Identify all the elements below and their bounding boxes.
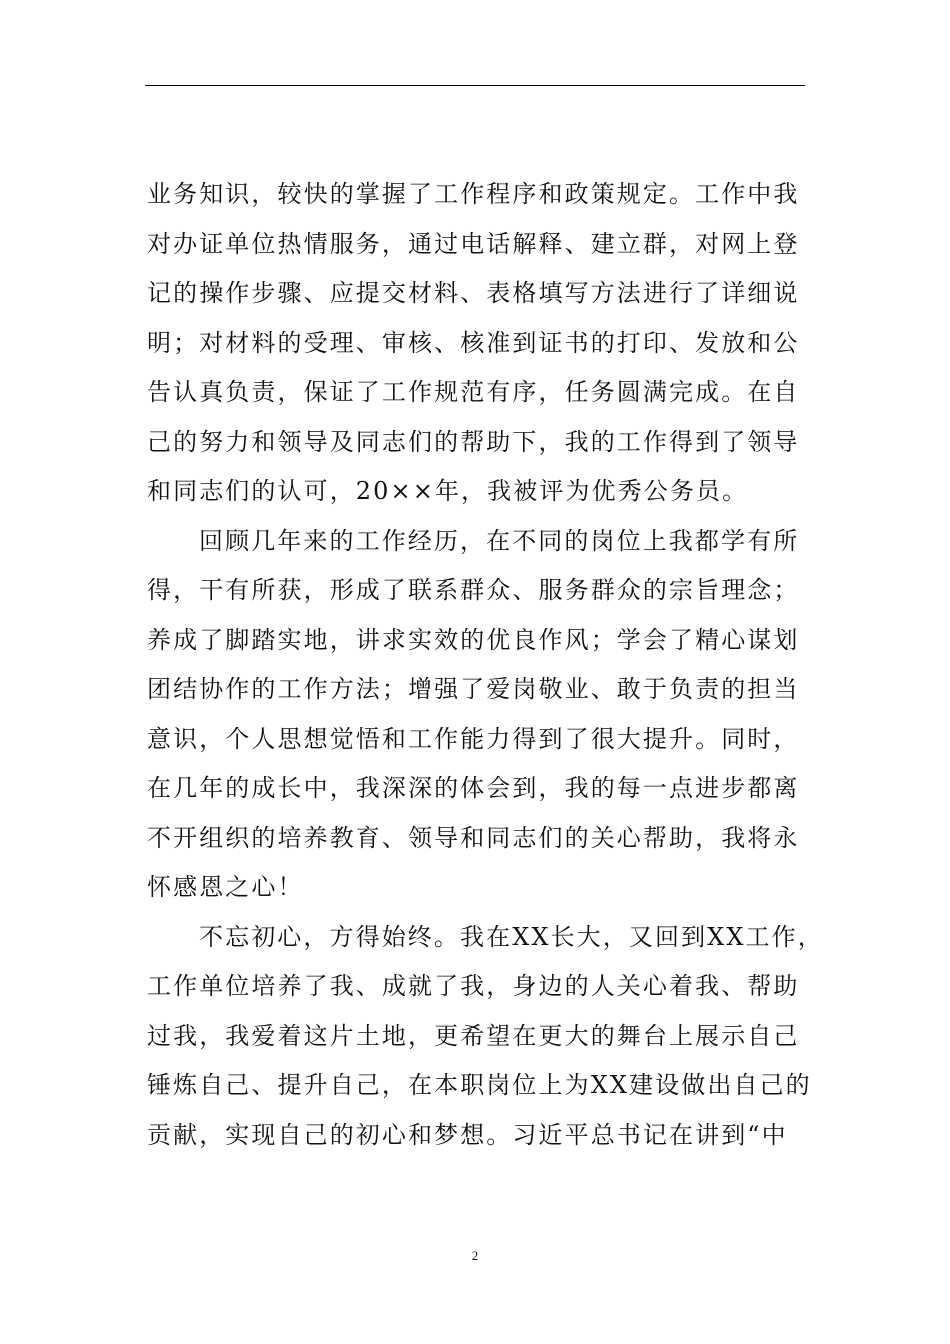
text-line: 得，干有所获，形成了联系群众、服务群众的宗旨理念；	[147, 576, 800, 604]
text-line: 不开组织的培养教育、领导和同志们的关心帮助，我将永	[147, 823, 800, 852]
text-line: 不忘初心，方得始终。我在XX长大，又回到XX工作，	[199, 922, 824, 951]
text-line: 在几年的成长中，我深深的体会到，我的每一点进步都离	[147, 774, 800, 802]
text-line: 对办证单位热情服务，通过电话解释、建立群，对网上登	[147, 229, 800, 258]
header-rule	[145, 85, 805, 86]
text-line: 意识，个人思想觉悟和工作能力得到了很大提升。同时，	[147, 724, 800, 753]
text-line: 己的努力和领导及同志们的帮助下，我的工作得到了领导	[147, 427, 800, 456]
text-line: 业务知识，较快的掌握了工作程序和政策规定。工作中我	[147, 180, 800, 208]
text-line: 养成了脚踏实地，讲求实效的优良作风；学会了精心谋划	[147, 625, 800, 654]
body-text	[147, 170, 824, 1160]
text-line: 和同志们的认可，20××年，我被评为优秀公务员。	[147, 477, 749, 505]
text-line: 过我，我爱着这片土地，更希望在更大的舞台上展示自己	[147, 1021, 800, 1050]
text-line: 明；对材料的受理、审核、核准到证书的打印、发放和公	[147, 328, 800, 357]
text-line: 记的操作步骤、应提交材料、表格填写方法进行了详细说	[147, 279, 800, 307]
text-line: 贡献，实现自己的初心和梦想。习近平总书记在讲到“中	[147, 1120, 788, 1149]
text-line: 告认真负责，保证了工作规范有序，任务圆满完成。在自	[147, 378, 800, 406]
text-line: 怀感恩之心！	[147, 873, 304, 901]
text-line: 团结协作的工作方法；增强了爱岗敬业、敢于负责的担当	[147, 675, 800, 703]
text-line: 回顾几年来的工作经历，在不同的岗位上我都学有所	[199, 526, 800, 555]
page-number: 2	[471, 1248, 479, 1263]
text-line: 锤炼自己、提升自己，在本职岗位上为XX建设做出自己的	[147, 1071, 812, 1099]
text-line: 工作单位培养了我、成就了我，身边的人关心着我、帮助	[147, 972, 800, 1000]
